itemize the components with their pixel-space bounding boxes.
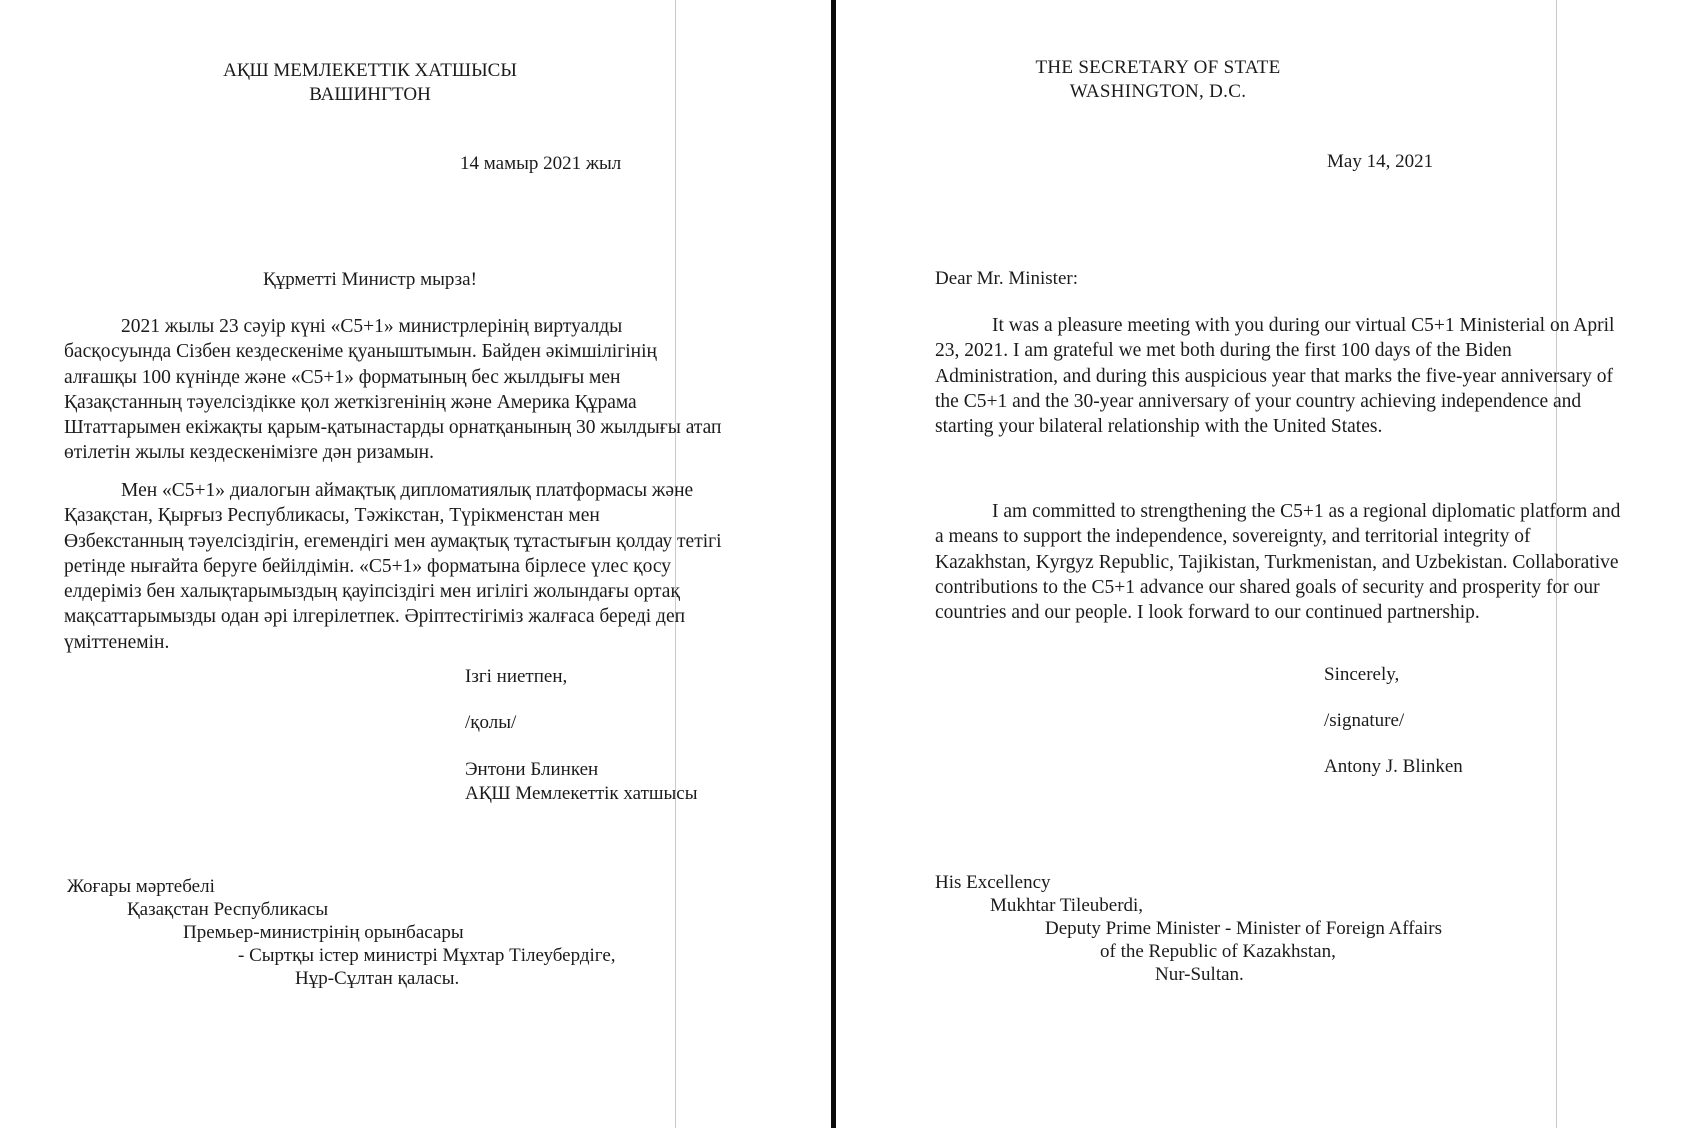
letterhead-city: ВАШИНГТОН (309, 84, 431, 105)
page-divider (831, 0, 836, 1128)
recipient-line-5: Nur-Sultan. (1155, 964, 1244, 985)
letterhead-title: АҚШ МЕМЛЕКЕТТІК ХАТШЫСЫ (223, 60, 517, 81)
salutation: Құрметті Министр мырза! (263, 269, 477, 290)
letter-date: 14 мамыр 2021 жыл (460, 153, 622, 174)
closing: Ізгі ниетпен, (465, 666, 568, 687)
letterhead-city: WASHINGTON, D.C. (1069, 81, 1247, 102)
signature-placeholder: /қолы/ (465, 712, 517, 733)
body-paragraph-1: 2021 жылы 23 сәуір күні «С5+1» министрлерінің виртуалды басқосуында Сізбен кездескеніме қуаныштымын. Байден әкімшілігінің алғашқы 100 күнінде және «С5+1» форматының бес жылдығы мен Қазақстанның тәуелсіздікке қол жеткізгенінің және Америка Құрама Штаттарымен екіжақты қарым-қатынастарды орнатқанының 30 жылдығы атап өтілетін жылы кездескенімізге дән ризамын. (64, 316, 722, 464)
letterhead-title: THE SECRETARY OF STATE (1035, 57, 1281, 78)
english-letter-page (838, 0, 1692, 1128)
recipient-line-3: Премьер-министрінің орынбасары (183, 922, 464, 943)
recipient-line-3: Deputy Prime Minister - Minister of Foreign Affairs (1045, 918, 1443, 939)
recipient-line-1: Жоғары мәртебелі (67, 876, 215, 897)
recipient-line-5: Нұр-Сұлтан қаласы. (295, 968, 460, 989)
recipient-line-1: His Excellency (935, 872, 1051, 893)
recipient-line-2: Mukhtar Tileuberdi, (990, 895, 1144, 916)
salutation: Dear Mr. Minister: (935, 268, 1079, 289)
recipient-line-4: of the Republic of Kazakhstan, (1100, 941, 1336, 962)
signer-name: Antony J. Blinken (1324, 756, 1463, 777)
recipient-line-2: Қазақстан Республикасы (127, 899, 329, 920)
kazakh-letter-page (0, 0, 830, 1128)
recipient-line-4: - Сыртқы істер министрі Мұхтар Тілеубердіге, (238, 945, 616, 966)
body-paragraph-1: It was a pleasure meeting with you during our virtual C5+1 Ministerial on April 23, 2021. I am grateful we met both during the first 100 days of the Biden Administration, and during this auspicious year that marks the five-year anniversary of the C5+1 and the 30-year anniversary of your country achieving independence and starting your bilateral relationship with the United States. (935, 315, 1615, 438)
body-paragraph-2: I am committed to strengthening the C5+1 as a regional diplomatic platform and a means to support the independence, sovereignty, and territorial integrity of Kazakhstan, Kyrgyz Republic, Tajikistan, Turkmenistan, and Uzbekistan. Collaborative contributions to the C5+1 advance our shared goals of security and prosperity for our countries and our people. I look forward to our continued partnership. (935, 501, 1621, 624)
signer-title: АҚШ Мемлекеттік хатшысы (465, 783, 698, 804)
body-paragraph-2: Мен «С5+1» диалогын аймақтық дипломатиялық платформасы және Қазақстан, Қырғыз Республикасы, Тәжікстан, Түрікменстан мен Өзбекстанның тәуелсіздігін, егемендігі мен аумақтық тұтастығын қолдау тетігі ретінде нығайта беруге бейілдімін. «С5+1» форматына бірлесе үлес қосу елдеріміз бен халықтарымыздың қауіпсіздігі мен игілігі жолындағы ортақ мақсаттарымызды одан әрі ілгерілетпек. Әріптестігіміз жалғаса береді деп үміттенемін. (64, 480, 722, 653)
letter-date: May 14, 2021 (1327, 151, 1434, 172)
signature-placeholder: /signature/ (1324, 710, 1405, 731)
signer-name: Энтони Блинкен (465, 759, 599, 780)
closing: Sincerely, (1324, 664, 1400, 685)
